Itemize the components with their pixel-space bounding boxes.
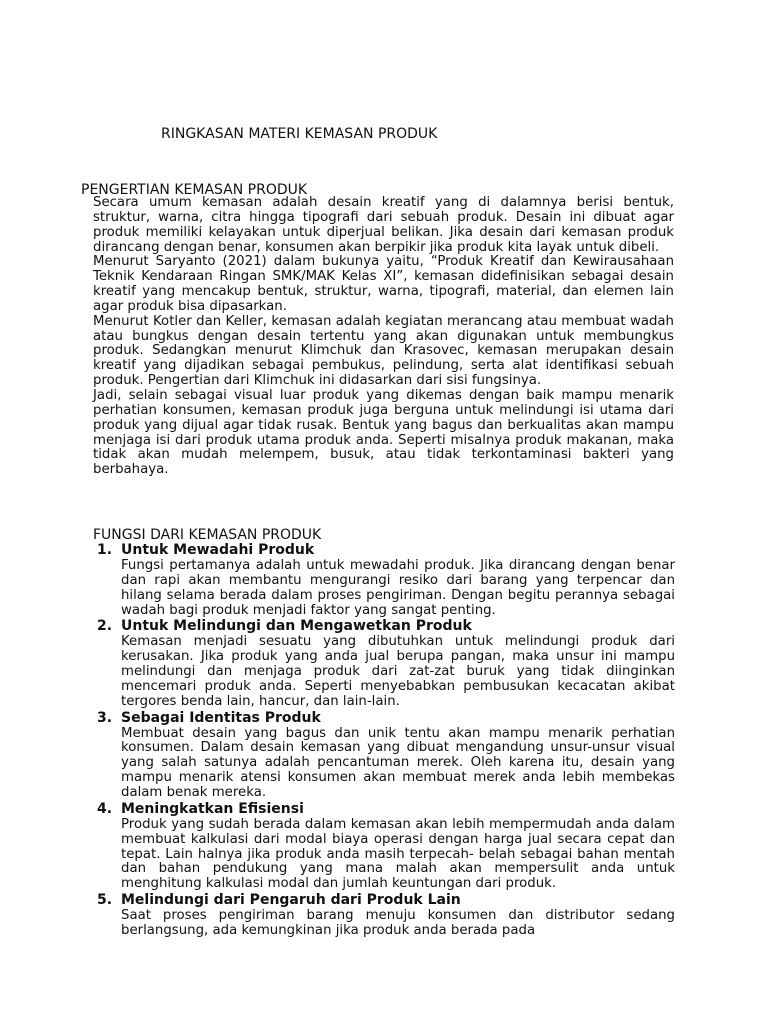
list-number: 5. bbox=[97, 892, 113, 909]
list-item bbox=[93, 618, 675, 709]
document-title: RINGKASAN MATERI KEMASAN PRODUK bbox=[161, 126, 438, 142]
paragraph: Menurut Kotler dan Keller, kemasan adalah kegiatan merancang atau membuat wadah atau bungkus dengan desain tertentu yang akan digunakan untuk membungkus produk. Sedangkan menurut Klimchuk dan Krasovec, kemasan merupakan desain kreatif yang dijadikan sebagai pembukus, pelindung, serta alat identifikasi sebuah produk. Pengertian dari Klimchuk ini didasarkan dari sisi fungsinya. bbox=[93, 313, 674, 389]
section-heading-pengertian: PENGERTIAN KEMASAN PRODUK bbox=[81, 182, 308, 198]
list-item-text: Saat proses pengiriman barang menuju konsumen dan distributor sedang berlangsung, ada kemungkinan jika produk anda berada pada bbox=[121, 908, 675, 938]
list-number: 3. bbox=[97, 709, 113, 726]
list-item-title: Meningkatkan Efisiensi bbox=[121, 800, 304, 817]
list-item-title: Untuk Mewadahi Produk bbox=[121, 542, 315, 558]
paragraph: Jadi, selain sebagai visual luar produk yang dikemas dengan baik mampu menarik perhatian konsumen, kemasan produk juga berguna untuk melindungi isi utama dari produk yang dijual agar tidak rusak. Bentuk yang bagus dan berkualitas akan mampu menjaga isi dari produk utama produk anda. Seperti misalnya produk makanan, maka tidak akan mudah melempem, busuk, atau tidak terkontaminasi bakteri yang berbahaya. bbox=[93, 387, 674, 478]
list-item bbox=[93, 542, 675, 618]
list-item bbox=[93, 892, 675, 939]
list-item-text: Membuat desain yang bagus dan unik tentu akan mampu menarik perhatian konsumen. Dalam desain kemasan yang dibuat mengandung unsur-unsur visual yang salah satunya adalah pencantuman merek. Oleh karena itu, desain yang mampu menarik atensi konsumen akan membuat merek anda lebih membekas dalam benak mereka. bbox=[121, 725, 675, 800]
section-body-pengertian bbox=[93, 196, 674, 478]
list-number: 1. bbox=[97, 542, 113, 558]
paragraph: Menurut Saryanto (2021) dalam bukunya yaitu, “Produk Kreatif dan Kewirausahaan Teknik Kendaraan Ringan SMK/MAK Kelas XI”, kemasan didefinisikan sebagai desain kreatif yang mencakup bentuk, struktur, warna, tipografi, material, dan elemen lain agar produk bisa dipasarkan. bbox=[93, 254, 674, 314]
list-item bbox=[93, 801, 675, 892]
list-item-text: Kemasan menjadi sesuatu yang dibutuhkan untuk melindungi produk dari kerusakan. Jika produk yang anda jual berupa pangan, maka unsur ini mampu melindungi dan menjaga produk dari zat-zat buruk yang tidak diinginkan mencemari produk anda. Seperti menyebabkan pembusukan kecacatan akibat tergores benda lain, hancur, dan lain-lain. bbox=[121, 634, 675, 709]
list-item-title: Untuk Melindungi dan Mengawetkan Produk bbox=[121, 618, 472, 635]
list-number: 4. bbox=[97, 800, 113, 817]
list-item bbox=[93, 710, 675, 801]
paragraph: Secara umum kemasan adalah desain kreatif yang di dalamnya berisi bentuk, struktur, warna, citra hingga tipografi dari sebuah produk. Desain ini dibuat agar produk memiliki kelayakan untuk diperjual belikan. Jika desain dari kemasan produk dirancang dengan benar, konsumen akan berpikir jika produk kita layak untuk dibeli. bbox=[93, 195, 674, 255]
list-number: 2. bbox=[97, 618, 113, 635]
list-item-title: Melindungi dari Pengaruh dari Produk Lain bbox=[121, 892, 461, 909]
list-item-text: Fungsi pertamanya adalah untuk mewadahi produk. Jika dirancang dengan benar dan rapi akan membantu mengurangi resiko dari barang yang terpencar dan hilang selama berada dalam proses pengiriman. Dengan begitu perannya sebagai wadah bagi produk menjadi faktor yang sangat penting. bbox=[121, 558, 675, 618]
section-heading-fungsi: FUNGSI DARI KEMASAN PRODUK bbox=[93, 527, 322, 543]
list-item-title: Sebagai Identitas Produk bbox=[121, 709, 321, 726]
list-item-text: Produk yang sudah berada dalam kemasan akan lebih mempermudah anda dalam membuat kalkulasi dari modal biaya operasi dengan harga jual secara cepat dan tepat. Lain halnya jika produk anda masih terpecah- belah sebagai bahan mentah dan bahan pendukung yang mana malah akan mempersulit anda untuk menghitung kalkulasi modal dan jumlah keuntungan dari produk. bbox=[121, 816, 675, 892]
function-list bbox=[93, 542, 675, 939]
